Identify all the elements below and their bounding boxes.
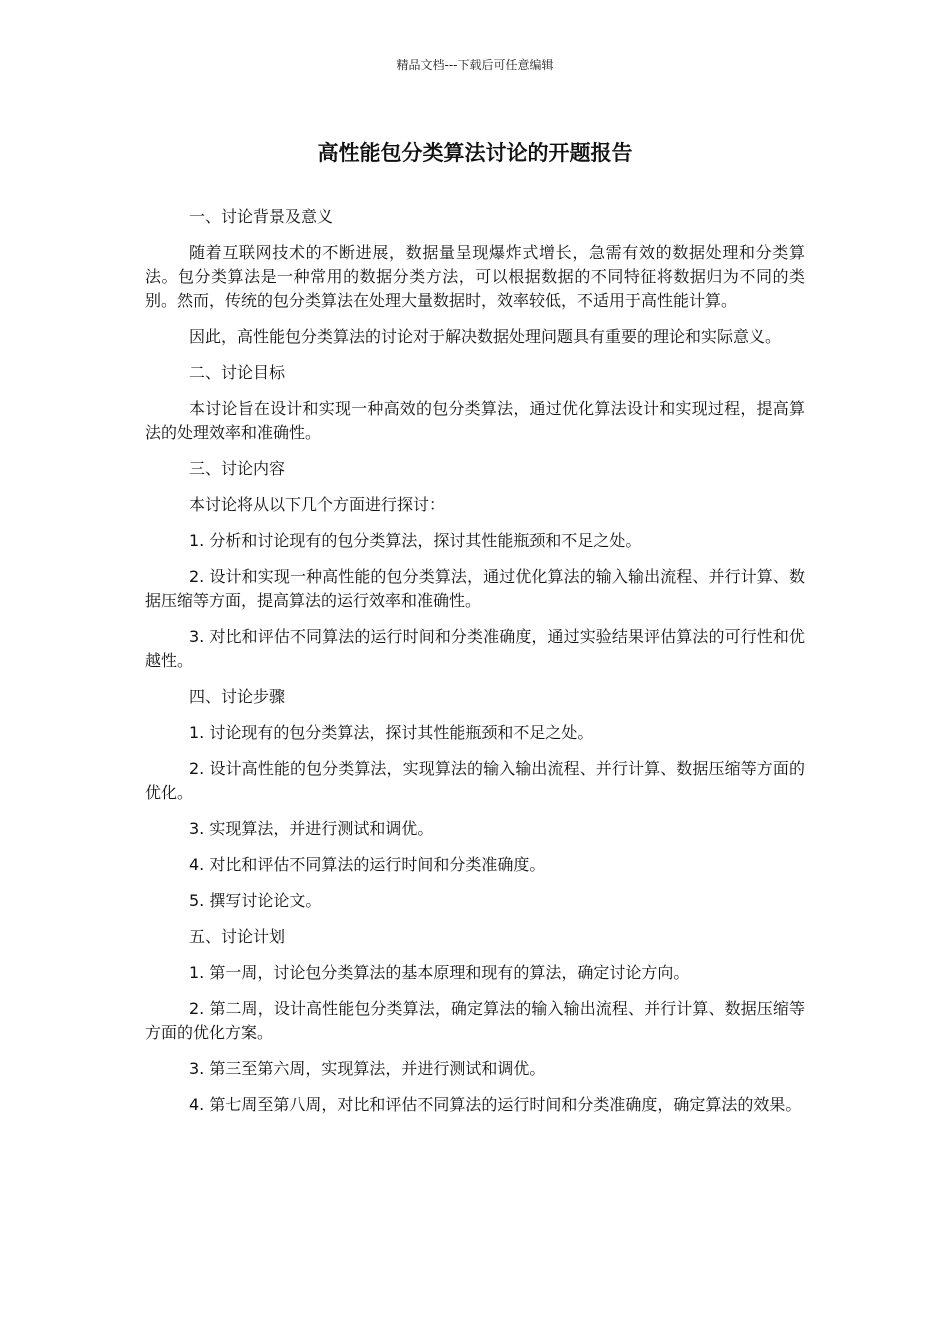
list-item: 4. 对比和评估不同算法的运行时间和分类准确度。: [189, 855, 546, 874]
list-item: 3. 对比和评估不同算法的运行时间和分类准确度，通过实验结果评估算法的可行性和优越性。: [145, 627, 805, 670]
section-heading-plan: 五、讨论计划: [189, 927, 286, 946]
section-heading-steps: 四、讨论步骤: [189, 687, 286, 706]
list-item: 1. 第一周，讨论包分类算法的基本原理和现有的算法，确定讨论方向。: [189, 963, 690, 982]
section-heading-background: 一、讨论背景及意义: [189, 207, 334, 226]
paragraph: 本讨论旨在设计和实现一种高效的包分类算法，通过优化算法设计和实现过程，提高算法的处理效率和准确性。: [145, 399, 805, 442]
list-item: 3. 第三至第六周，实现算法，并进行测试和调优。: [189, 1059, 546, 1078]
list-item: 5. 撰写讨论论文。: [189, 891, 322, 910]
page-header: 精品文档---下载后可任意编辑: [396, 58, 554, 72]
paragraph: 本讨论将从以下几个方面进行探讨：: [189, 495, 446, 514]
document-title: 高性能包分类算法讨论的开题报告: [317, 141, 633, 165]
list-item: 4. 第七周至第八周，对比和评估不同算法的运行时间和分类准确度，确定算法的效果。: [189, 1095, 802, 1114]
paragraph: 因此，高性能包分类算法的讨论对于解决数据处理问题具有重要的理论和实际意义。: [189, 327, 782, 346]
list-item: 1. 讨论现有的包分类算法，探讨其性能瓶颈和不足之处。: [189, 723, 594, 742]
list-item: 2. 设计高性能的包分类算法，实现算法的输入输出流程、并行计算、数据压缩等方面的优化。: [145, 759, 805, 802]
document-body: [145, 205, 805, 1129]
list-item: 3. 实现算法，并进行测试和调优。: [189, 819, 434, 838]
section-heading-goals: 二、讨论目标: [189, 363, 286, 382]
section-heading-content: 三、讨论内容: [189, 459, 286, 478]
paragraph: 随着互联网技术的不断进展，数据量呈现爆炸式增长，急需有效的数据处理和分类算法。包分类算法是一种常用的数据分类方法，可以根据数据的不同特征将数据归为不同的类别。然而，传统的包分类算法在处理大量数据时，效率较低，不适用于高性能计算。: [145, 243, 805, 310]
list-item: 2. 设计和实现一种高性能的包分类算法，通过优化算法的输入输出流程、并行计算、数据压缩等方面，提高算法的运行效率和准确性。: [145, 567, 805, 610]
list-item: 2. 第二周，设计高性能包分类算法，确定算法的输入输出流程、并行计算、数据压缩等方面的优化方案。: [145, 999, 805, 1042]
list-item: 1. 分析和讨论现有的包分类算法，探讨其性能瓶颈和不足之处。: [189, 531, 642, 550]
